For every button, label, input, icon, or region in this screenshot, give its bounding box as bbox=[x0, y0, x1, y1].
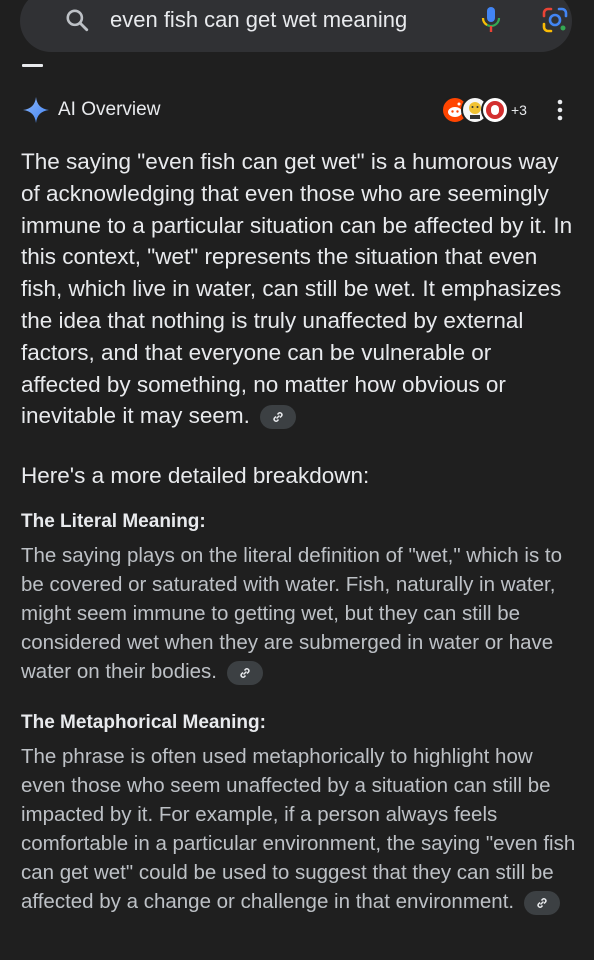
section-text: The phrase is often used metaphorically to highlight how even those who seem unaffected by a situation can still be impacted by it. For example, if a person always feels comfortable in a particular environment, the saying "even fish can get wet" could be used to suggest that they can still be affected by a change or challenge in that environment. bbox=[21, 745, 576, 913]
sparkle-icon bbox=[22, 96, 50, 124]
ai-overview-header bbox=[0, 92, 594, 128]
more-options-icon[interactable] bbox=[553, 97, 567, 123]
link-icon bbox=[535, 896, 549, 910]
breakdown-heading: Here's a more detailed breakdown: bbox=[21, 463, 370, 488]
source-logo-icon[interactable] bbox=[481, 96, 509, 124]
section-title-metaphorical: The Metaphorical Meaning: bbox=[21, 712, 266, 733]
divider-dash bbox=[22, 64, 43, 67]
citation-link-button[interactable] bbox=[227, 661, 263, 685]
ai-overview-summary bbox=[21, 146, 575, 432]
summary-text: The saying "even fish can get wet" is a humorous way of acknowledging that even those who are seemingly immune to a particular situation can be affected by it. In this context, "wet" represents the situation that even fish, which live in water, can still be wet. It emphasizes the idea that nothing is truly unaffected by external factors, and that everyone can be vulnerable or affected by something, no matter how obvious or inevitable it may seem. bbox=[21, 149, 573, 429]
section-text: The saying plays on the literal definition of "wet," which is to be covered or saturated with water. Fish, naturally in water, might seem immune to getting wet, but they can still be considered wet when they are submerged in water or have water on their bodies. bbox=[21, 544, 562, 683]
source-count[interactable]: +3 bbox=[511, 102, 527, 118]
section-body-literal bbox=[21, 541, 577, 686]
citation-link-button[interactable] bbox=[524, 891, 560, 915]
link-icon bbox=[238, 666, 252, 680]
sources-stack[interactable] bbox=[441, 94, 561, 126]
search-icon[interactable] bbox=[64, 7, 90, 33]
link-icon bbox=[271, 410, 285, 424]
lens-icon[interactable] bbox=[541, 6, 569, 34]
ai-overview-title: AI Overview bbox=[58, 99, 161, 120]
section-title-literal: The Literal Meaning: bbox=[21, 511, 206, 532]
mic-icon[interactable] bbox=[478, 5, 504, 35]
citation-link-button[interactable] bbox=[260, 405, 296, 429]
section-body-metaphorical bbox=[21, 742, 577, 916]
search-input[interactable]: even fish can get wet meaning bbox=[110, 7, 408, 32]
search-bar[interactable] bbox=[20, 0, 572, 52]
